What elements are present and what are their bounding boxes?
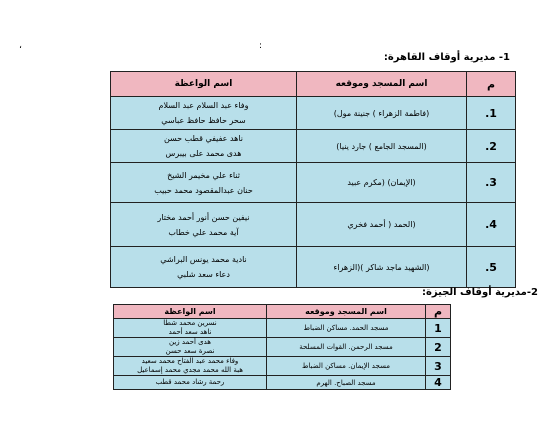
preachers-cell: [114, 357, 267, 376]
mosque-cell: (فاطمة الزهراء ) جنينة مول): [297, 97, 467, 130]
giza-table: [113, 304, 451, 390]
preacher-name: ناهد عفيفي قطب حسن: [163, 134, 244, 143]
row-number: 4: [426, 376, 451, 390]
table-row: [114, 376, 451, 390]
preacher-name: نيفين حسن أنور أحمد مختار: [157, 212, 250, 222]
preachers-cell: [114, 319, 267, 338]
preacher-name: وفاء عبد السلام عبد السلام: [158, 101, 249, 110]
preachers-cell: [114, 338, 267, 357]
header-preachers: اسم الواعظة: [114, 305, 267, 319]
preacher-name: رحمة رشاد محمد قطب: [155, 378, 225, 386]
preachers-cell: [114, 376, 267, 390]
preachers-cell: [111, 203, 297, 247]
preachers-cell: [111, 247, 297, 288]
table-row: [114, 357, 451, 376]
preacher-name: نسرين محمد شطا: [163, 319, 217, 327]
preachers-cell: [111, 130, 297, 163]
header-num: م: [467, 72, 516, 97]
stray-mark-right: :: [259, 41, 263, 51]
mosque-cell: مسجد الرحمن. القوات المسلحة: [267, 338, 426, 357]
preachers-cell: [111, 97, 297, 130]
stray-mark-left: ،: [19, 41, 22, 51]
preacher-name: هبة الله محمد مجدي محمد إسماعيل: [137, 366, 243, 374]
row-number: 4.: [467, 203, 516, 247]
mosque-cell: (الإيمان) (مكرم عبيد: [297, 163, 467, 203]
row-number: 1: [426, 319, 451, 338]
table-row: [111, 97, 516, 130]
preacher-name: نصرة سعد حسن: [165, 347, 215, 355]
mosque-cell: (الشهيد ماجد شاكر )(الزهراء: [297, 247, 467, 288]
row-number: 3.: [467, 163, 516, 203]
row-number: 2: [426, 338, 451, 357]
preacher-name: حنان عبدالمقصود محمد حبيب: [154, 185, 253, 195]
preacher-name: هدى محمد على بيبرس: [165, 149, 242, 158]
preacher-name: دعاء سعد شلبي: [177, 270, 230, 279]
mosque-cell: مسجد الحمد. مساكن الضباط: [267, 319, 426, 338]
mosque-cell: (الحمد ( أحمد فخري: [297, 203, 467, 247]
row-number: 1.: [467, 97, 516, 130]
section1-heading: 1- مديرية أوقاف القاهرة:: [383, 52, 510, 63]
preacher-name: هدى أحمد زين: [169, 338, 211, 346]
mosque-cell: مسجد الصباح. الهرم: [267, 376, 426, 390]
mosque-cell: (المسجد الجامع ) جارد ينيا): [297, 130, 467, 163]
row-number: 2.: [467, 130, 516, 163]
header-mosque: اسم المسجد وموقعه: [297, 72, 467, 97]
section2-heading: 2-مديرية أوقاف الجيزة:: [421, 287, 538, 298]
row-number: 5.: [467, 247, 516, 288]
preacher-name: ناهد سعد أحمد: [168, 328, 212, 336]
table-row: [111, 203, 516, 247]
header-mosque: اسم المسجد وموقعه: [267, 305, 426, 319]
header-row: [111, 72, 516, 97]
preacher-name: سحر حافظ حافظ عباسي: [161, 116, 246, 125]
row-number: 3: [426, 357, 451, 376]
mosque-cell: مسجد الإيمان. مساكن الضباط: [267, 357, 426, 376]
table-row: [111, 130, 516, 163]
cairo-table: [110, 71, 516, 288]
preacher-name: ثناء علي مخيمر الشيخ: [167, 170, 240, 180]
header-num: م: [426, 305, 451, 319]
header-row: [114, 305, 451, 319]
header-preachers: اسم الواعظة: [111, 72, 297, 97]
preachers-cell: [111, 163, 297, 203]
preacher-name: وفاء محمد عبد الفتاح محمد سعيد: [141, 357, 239, 365]
table-row: [114, 338, 451, 357]
table-row: [111, 247, 516, 288]
preacher-name: آية محمد علي خطاب: [168, 227, 239, 237]
table-row: [114, 319, 451, 338]
preacher-name: نادية محمد يونس البراشي: [160, 255, 247, 264]
table-row: [111, 163, 516, 203]
